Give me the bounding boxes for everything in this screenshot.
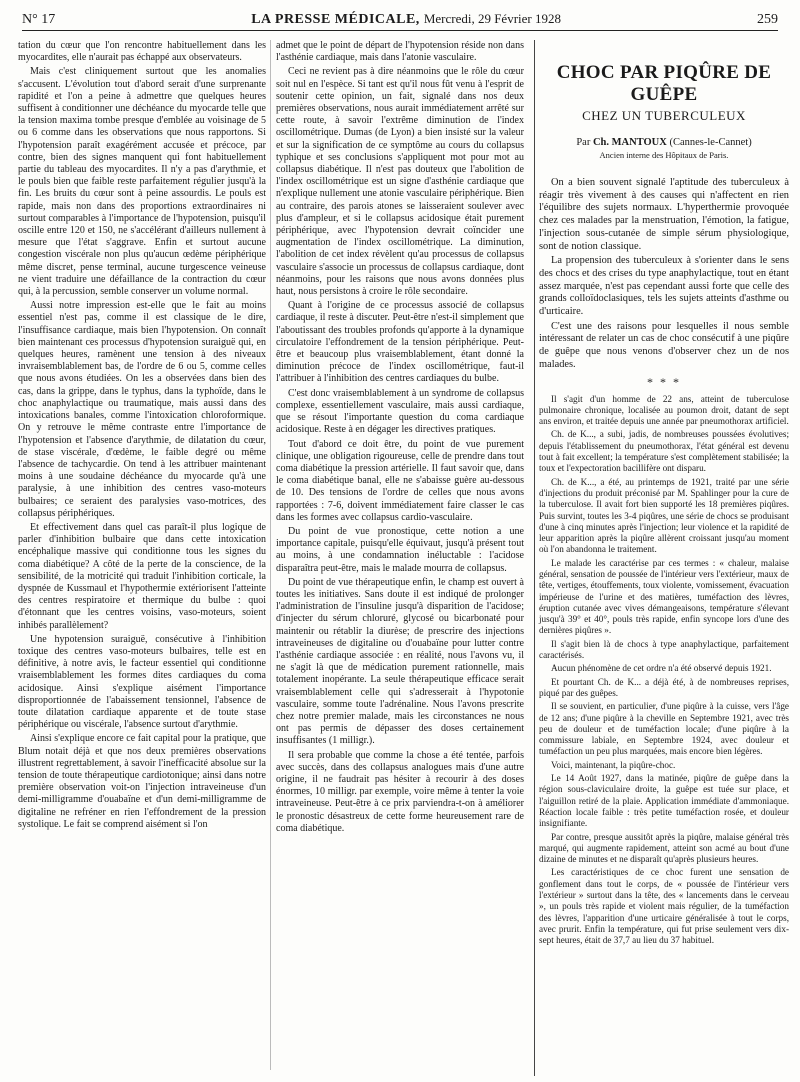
paragraph: Ainsi s'explique encore ce fait capital pour la pratique, que Blum notait déjà et que nos deux premières observations illustrent regrettablement, à savoir l'inefficacité absolue sur la tension de toute thérapeutique cardiotonique; ainsi dans notre première observation voit-on l'injection intraveineuse d'un demi-milligramme d'ouabaïne et d'un demi-milligramme de digitaline ne refréner en rien l'effondrement de la pression systolique. Le fait se comprend aisément si l'on	[18, 733, 266, 830]
column-middle	[276, 40, 524, 1076]
journal-name: LA PRESSE MÉDICALE,	[251, 12, 420, 27]
paragraph: Le 14 Août 1927, dans la matinée, piqûre de guêpe dans la région sous-claviculaire droite, la guêpe est tuée sur place, et l'aiguillon retiré de la plaie. Application immédiate d'ammoniaque. Réaction locale faible : très petite tuméfaction rosée, et douleur insignifiante.	[539, 773, 789, 829]
paragraph: Le malade les caractérise par ces termes : « chaleur, malaise général, sensation de poussée de l'intérieur vers l'extérieur, maux de tête, vertiges, étouffements, toux violente, vomissement, évacuation impérieuse de l'urine et des matières, tuméfaction des lèvres, éruption cutanée avec vives démangeaisons, température s'élevant jusqu'à 39° et 40°, pouls très rapide, enfin syncope lors d'une des dernières piqûres ».	[539, 557, 789, 636]
paragraph: Ch. de K..., a été, au printemps de 1921, traité par une série d'injections du produit préconisé par M. Spahlinger pour la cure de la tuberculose. Il avait fort bien supporté les 18 premières piqûres. Puis survint, toutes les 3-4 piqûres, une série de chocs se produisant d'une à cinq minutes après l'injection; leur violence et la rapidité de leur apparition après la piqûre allèrent croissant jusqu'au moment où l'on abandonna le traitement.	[539, 476, 789, 555]
paragraph: Il se souvient, en particulier, d'une piqûre à la cuisse, vers l'âge de 12 ans; d'une piqûre à la cheville en Septembre 1921, avec très peu de douleur et de tuméfaction locale; d'une piqûre à la commissure labiale, en Septembre 1924, avec douleur et tuméfaction un peu plus marquées, mais encore bien légères.	[539, 701, 789, 757]
issue-date: Mercredi, 29 Février 1928	[423, 11, 561, 26]
column-left	[18, 40, 266, 1076]
paragraph: Une hypotension suraiguë, consécutive à l'inhibition toxique des centres vaso-moteurs bulbaires, telle est en définitive, à notre avis, le facteur essentiel qui conditionne vraisemblablement les formes dites cardiaques du coma acidosique. Ainsi s'explique aisément l'importance disproportionnée de l'abaissement tensionnel, l'absence de toute dilatation cardiaque apparente et de toute stase périphérique ou viscérale, l'absence surtout d'arythmie.	[18, 633, 266, 731]
author-affiliation: Ancien interne des Hôpitaux de Paris.	[599, 150, 729, 160]
paragraph: Quant à l'origine de ce processus associé de collapsus cardiaque, il reste à discuter. Peut-être n'est-il simplement que l'aboutissant des troubles profonds qu'apporte à la dynamique circulatoire l'effondrement de la tension périphérique. Peut-être et beaucoup plus vraisemblablement, étant donné la diminution précoce de l'index oscillométrique, faut-il l'attribuer à l'inhibition des centres cardiaques du bulbe.	[276, 300, 524, 385]
author-name: Ch. MANTOUX	[592, 137, 667, 148]
paragraph: Et pourtant Ch. de K... a déjà été, à de nombreuses reprises, piqué par des guêpes.	[539, 676, 789, 698]
paragraph: Les caractéristiques de ce choc furent une sensation de gonflement dans tout le corps, de « poussée de l'intérieur vers l'extérieur » surtout dans la tête, des « lancements dans le cerveau », un pouls très rapide et violent mais régulier, de la tuméfaction des lèvres, l'apparition d'une urticaire généralisée à tout le corps, avec prurit. Enfin la température, qui fut prise seulement vers dix-sept heures, était de 37,7 au lieu du 37 habituel.	[539, 867, 789, 946]
column-rule	[270, 40, 271, 1070]
paragraph: admet que le point de départ de l'hypotension réside non dans l'asthénie cardiaque, mais dans l'atonie vasculaire.	[276, 40, 524, 64]
running-header	[22, 8, 778, 31]
paragraph: Il s'agit d'un homme de 22 ans, atteint de tuberculose pulmonaire chronique, localisée au poumon droit, datant de sept ans environ, et traitée depuis une année par pneumothorax artificiel.	[539, 393, 789, 427]
paragraph: On a bien souvent signalé l'aptitude des tuberculeux à réagir très vivement à des causes qui n'affectent en rien l'équilibre des sujets normaux. L'hyperthermie provoquée chez ces malades par la menstruation, l'émotion, la fatigue, l'injection sous-cutanée de simple sérum physiologique, sont de notion classique.	[539, 177, 789, 252]
paragraph: C'est donc vraisemblablement à un syndrome de collapsus complexe, essentiellement vasculaire, mais aussi cardiaque, que se résout l'importante question du coma cardiaque acidosique. Reste à en dégager les directives pratiques.	[276, 387, 524, 436]
paragraph: C'est une des raisons pour lesquelles il nous semble intéressant de relater un cas de choc consécutif à une piqûre de guêpe que nous venons d'observer chez un de nos malades.	[539, 320, 789, 370]
paragraph: Aucun phénomène de cet ordre n'a été observé depuis 1921.	[551, 663, 772, 674]
article-title: CHOC PAR PIQÛRE DE GUÊPE	[556, 62, 772, 105]
paragraph: La propension des tuberculeux à s'orienter dans le sens des chocs et des crises du type anaphylactique, tout en étant assez marquée, n'est pas cependant aussi forte que celle des grands colloïdoclasiques, tels les sujets atteints d'asthme ou d'urticaire.	[539, 255, 789, 318]
author-location: (Cannes-le-Cannet)	[669, 137, 752, 148]
byline-prefix: Par	[576, 137, 591, 148]
paragraph: Il s'agit bien là de chocs à type anaphylactique, parfaitement caractérisés.	[539, 638, 789, 661]
paragraph: tation du cœur que l'on rencontre habituellement dans les myocardites, elle n'aurait pas échappé aux observateurs.	[18, 40, 266, 64]
column-right-article	[534, 40, 789, 1076]
section-separator: * * *	[647, 374, 681, 389]
article-byline	[539, 136, 789, 150]
paragraph: Mais c'est cliniquement surtout que les anomalies s'accusent. L'évolution tout d'abord serait d'une surprenante rapidité et l'on a peine à admettre que quelques heures suffisent à conditionner une déchéance du myocarde telle que la tension maxima tombe presque d'emblée au voisinage de 5 ou 6 comme dans les observations que nous rapportons. Si l'hypotension paraît exagérément accusée et précoce, par contre, bien des signes manquent qui font habituellement partie du tableau des myocardites. Il n'y a pas d'arythmie, et le pouls bien que faible reste parfaitement régulier jusqu'à la fin. Les bruits du cœur sont à peine assourdis. Le pouls est rapide, mais non dans des proportions extraordinaires ni surtout comparables à l'importance de l'hypotension, puisqu'il oscille entre 120 et 150, ne s'accélérant d'ailleurs nullement à mesure que l'état s'aggrave. Enfin et surtout aucune congestion viscérale non plus qu'aucun œdème périphérique même discret, pense terminal, aucune turgescence veineuse ne vient traduire une défaillance de la contraction du cœur qui, à la percussion, semble conserver un volume normal.	[18, 66, 266, 298]
paragraph: Tout d'abord ce doit être, du point de vue purement clinique, une obligation rigoureuse, celle de prendre dans tout coma diabétique la pression artérielle. Il faut savoir que, dans le coma diabétique banal, elle ne s'abaisse guère au-dessous de 10. Des tensions de l'ordre de celles que nous avons rapportées : 7-6, doivent immédiatement faire classer le cas dans les formes avec collapsus cardio-vasculaire.	[276, 438, 524, 523]
paragraph: Il sera probable que comme la chose a été tentée, parfois avec succès, dans des collapsus analogues mais d'une autre origine, il ne faudrait pas hésiter à recourir à des doses énormes, 10 milligr. par exemple, voire même à tenter la voie intraveineuse. Peut-être à ce prix parviendra-t-on à améliorer le pronostic désastreux de cette forme heureusement rare de coma diabétique.	[276, 749, 524, 834]
journal-title-line	[251, 8, 561, 31]
article-intro	[539, 177, 789, 372]
issue-number: N° 17	[22, 12, 56, 27]
paragraph: Du point de vue pronostique, cette notion a une importance capitale, puisqu'elle équivaut, jusqu'à présent tout au moins, à une condamnation inéluctable : l'acidose disparaîtra peut-être, mais le malade mourra de collapsus.	[276, 525, 524, 574]
article-subtitle: CHEZ UN TUBERCULEUX	[582, 108, 746, 123]
paragraph: Du point de vue thérapeutique enfin, le champ est ouvert à toutes les initiatives. Sans doute il est indiqué de prolonger l'administration de l'insuline jusqu'à disparition de l'acidose; d'injecter du sérum chloruré, glycosé ou bicarbonaté pour maintenir ou rétablir la diurèse; de prescrire des injections intraveineuses de digitaline ou d'ouabaïne pour lutter contre l'asthénie cardiaque associée : en réalité, nous l'avons vu, il ne s'agit là que de médication purement rationnelle, mais totalement inopérante. La seule thérapeutique efficace serait vraisemblablement celle qui s'adresserait à l'hypotonie vasculaire, somme toute l'adrénaline. Nous l'avons prescrite chez notre premier malade, mais les circonstances ne nous ont pas permis de dépasser des doses certainement insuffisantes (1 milligr.).	[276, 576, 524, 747]
paragraph: Ceci ne revient pas à dire néanmoins que le rôle du cœur soit nul en l'espèce. Si tant est qu'il nous fût venu à l'esprit de soutenir cette opinion, un fait, signalé dans nos deux premières observations, nous aurait immédiatement arrêté sur cette route, à savoir l'extrême diminution de l'index oscillométrique. Dumas (de Lyon) a bien insisté sur la valeur et sur la signification de ce symptôme au cours du collapsus typhique et ses conclusions s'appliquent mot pour mot au collapsus diabétique. Il n'est pas douteux que l'abolition de l'index oscillométrique est un signe d'asthénie cardiaque que n'explique nullement une atonie vasculaire périphérique. Bien au contraire, des parois atones se laisseraient soulever avec plus d'ampleur, et si le collapsus acidosique était purement périphérique, avec l'hypotension devrait coïncider une augmentation de l'index oscillométrique. La diminution, l'abolition de cet index révèlent qu'au processus de collapsus vasculaire s'associe un processus de collapsus cardiaque, dont néanmoins, pour les raisons que nous avons données plus haut, nous persistons à croire le rôle secondaire.	[276, 66, 524, 298]
paragraph: Ch. de K..., a subi, jadis, de nombreuses poussées évolutives; depuis l'établissement du pneumothorax, l'état général est devenu tout à fait excellent; la température s'est complètement stabilisée; la toux et l'expectoration bacillifère ont disparu.	[539, 429, 789, 474]
paragraph: Par contre, presque aussitôt après la piqûre, malaise général très marqué, qui augmente rapidement, atteint son acmé au bout d'une dizaine de minutes et ne disparaît qu'après plusieurs heures.	[539, 831, 789, 865]
case-report	[539, 394, 789, 947]
page-number: 259	[757, 12, 778, 27]
paragraph: Aussi notre impression est-elle que le fait au moins essentiel n'est pas, comme il est classique de le dire, l'insuffisance cardiaque, mais bien l'hypotension. On connaît bien maintenant ces processus d'hypotension suraiguë qui, en quelques heures, ramènent une tension à des niveaux invraisemblablement bas, de l'ordre de 6 ou 5, comme celles que nous avons étudiées. On les a observées dans bien des cas, dans la grippe, dans le typhus, dans la typhoïde, dans le choc anaphylactique ou traumatique, mais aussi dans des intoxications banales, comme l'intoxication chloroformique. On y retrouve le même contraste entre l'importance de l'hypotension et l'absence d'arythmie, de dilatation du cœur, de stase viscérale, d'œdème, le faible degré ou même l'absence de tachycardie. On tend à les attribuer maintenant moins à une soudaine déchéance du myocarde qu'à une paralysie, à une inhibition des centres vaso-moteurs bulbaires; ce seraient des paralysies vaso-motrices, des collapsus périphériques.	[18, 300, 266, 519]
paragraph: Voici, maintenant, la piqûre-choc.	[551, 759, 676, 770]
paragraph: Et effectivement dans quel cas paraît-il plus logique de parler d'inhibition bulbaire que dans cette intoxication encéphalique massive qui conditionne tous les signes du coma diabétique? A côté de la perte de la conscience, de la sensibilité, de la motricité qui traduit l'inhibition corticale, la dyspnée de Kussmaul et l'hypothermie extériorisent l'atteinte des centres respiratoire et thermique du bulbe : quoi d'étonnant que les centres voisins, vaso-moteurs, soient inhibés parallèlement?	[18, 521, 266, 631]
